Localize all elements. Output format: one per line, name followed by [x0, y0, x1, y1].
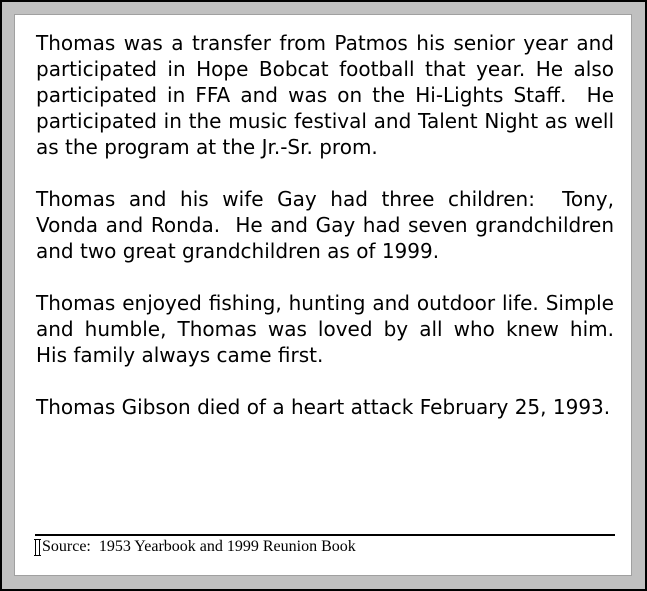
paragraph-hobbies: Thomas enjoyed fishing, hunting and outdoor life. Simple and humble, Thomas was loved by all who knew him. His family always came first.: [36, 291, 627, 367]
footnote-divider: [35, 534, 615, 536]
paragraph-transfer: Thomas was a transfer from Patmos his senior year and participated in Hope Bobcat football that year. He also participated in FFA and was on the Hi-Lights Staff. He participated in the music festival and Talent Night as well as the program at the Jr.-Sr. prom.: [36, 31, 621, 159]
paragraph-death: Thomas Gibson died of a heart attack February 25, 1993.: [36, 395, 611, 419]
text-cursor-icon: [35, 539, 40, 556]
document-body: [36, 30, 627, 446]
paragraph-family: Thomas and his wife Gay had three children: Tony, Vonda and Ronda. He and Gay had seven grandchildren and two great grandchildren as of 1999.: [36, 187, 621, 263]
document-page: [14, 14, 632, 576]
source-citation[interactable]: Source: 1953 Yearbook and 1999 Reunion Book: [42, 538, 356, 555]
